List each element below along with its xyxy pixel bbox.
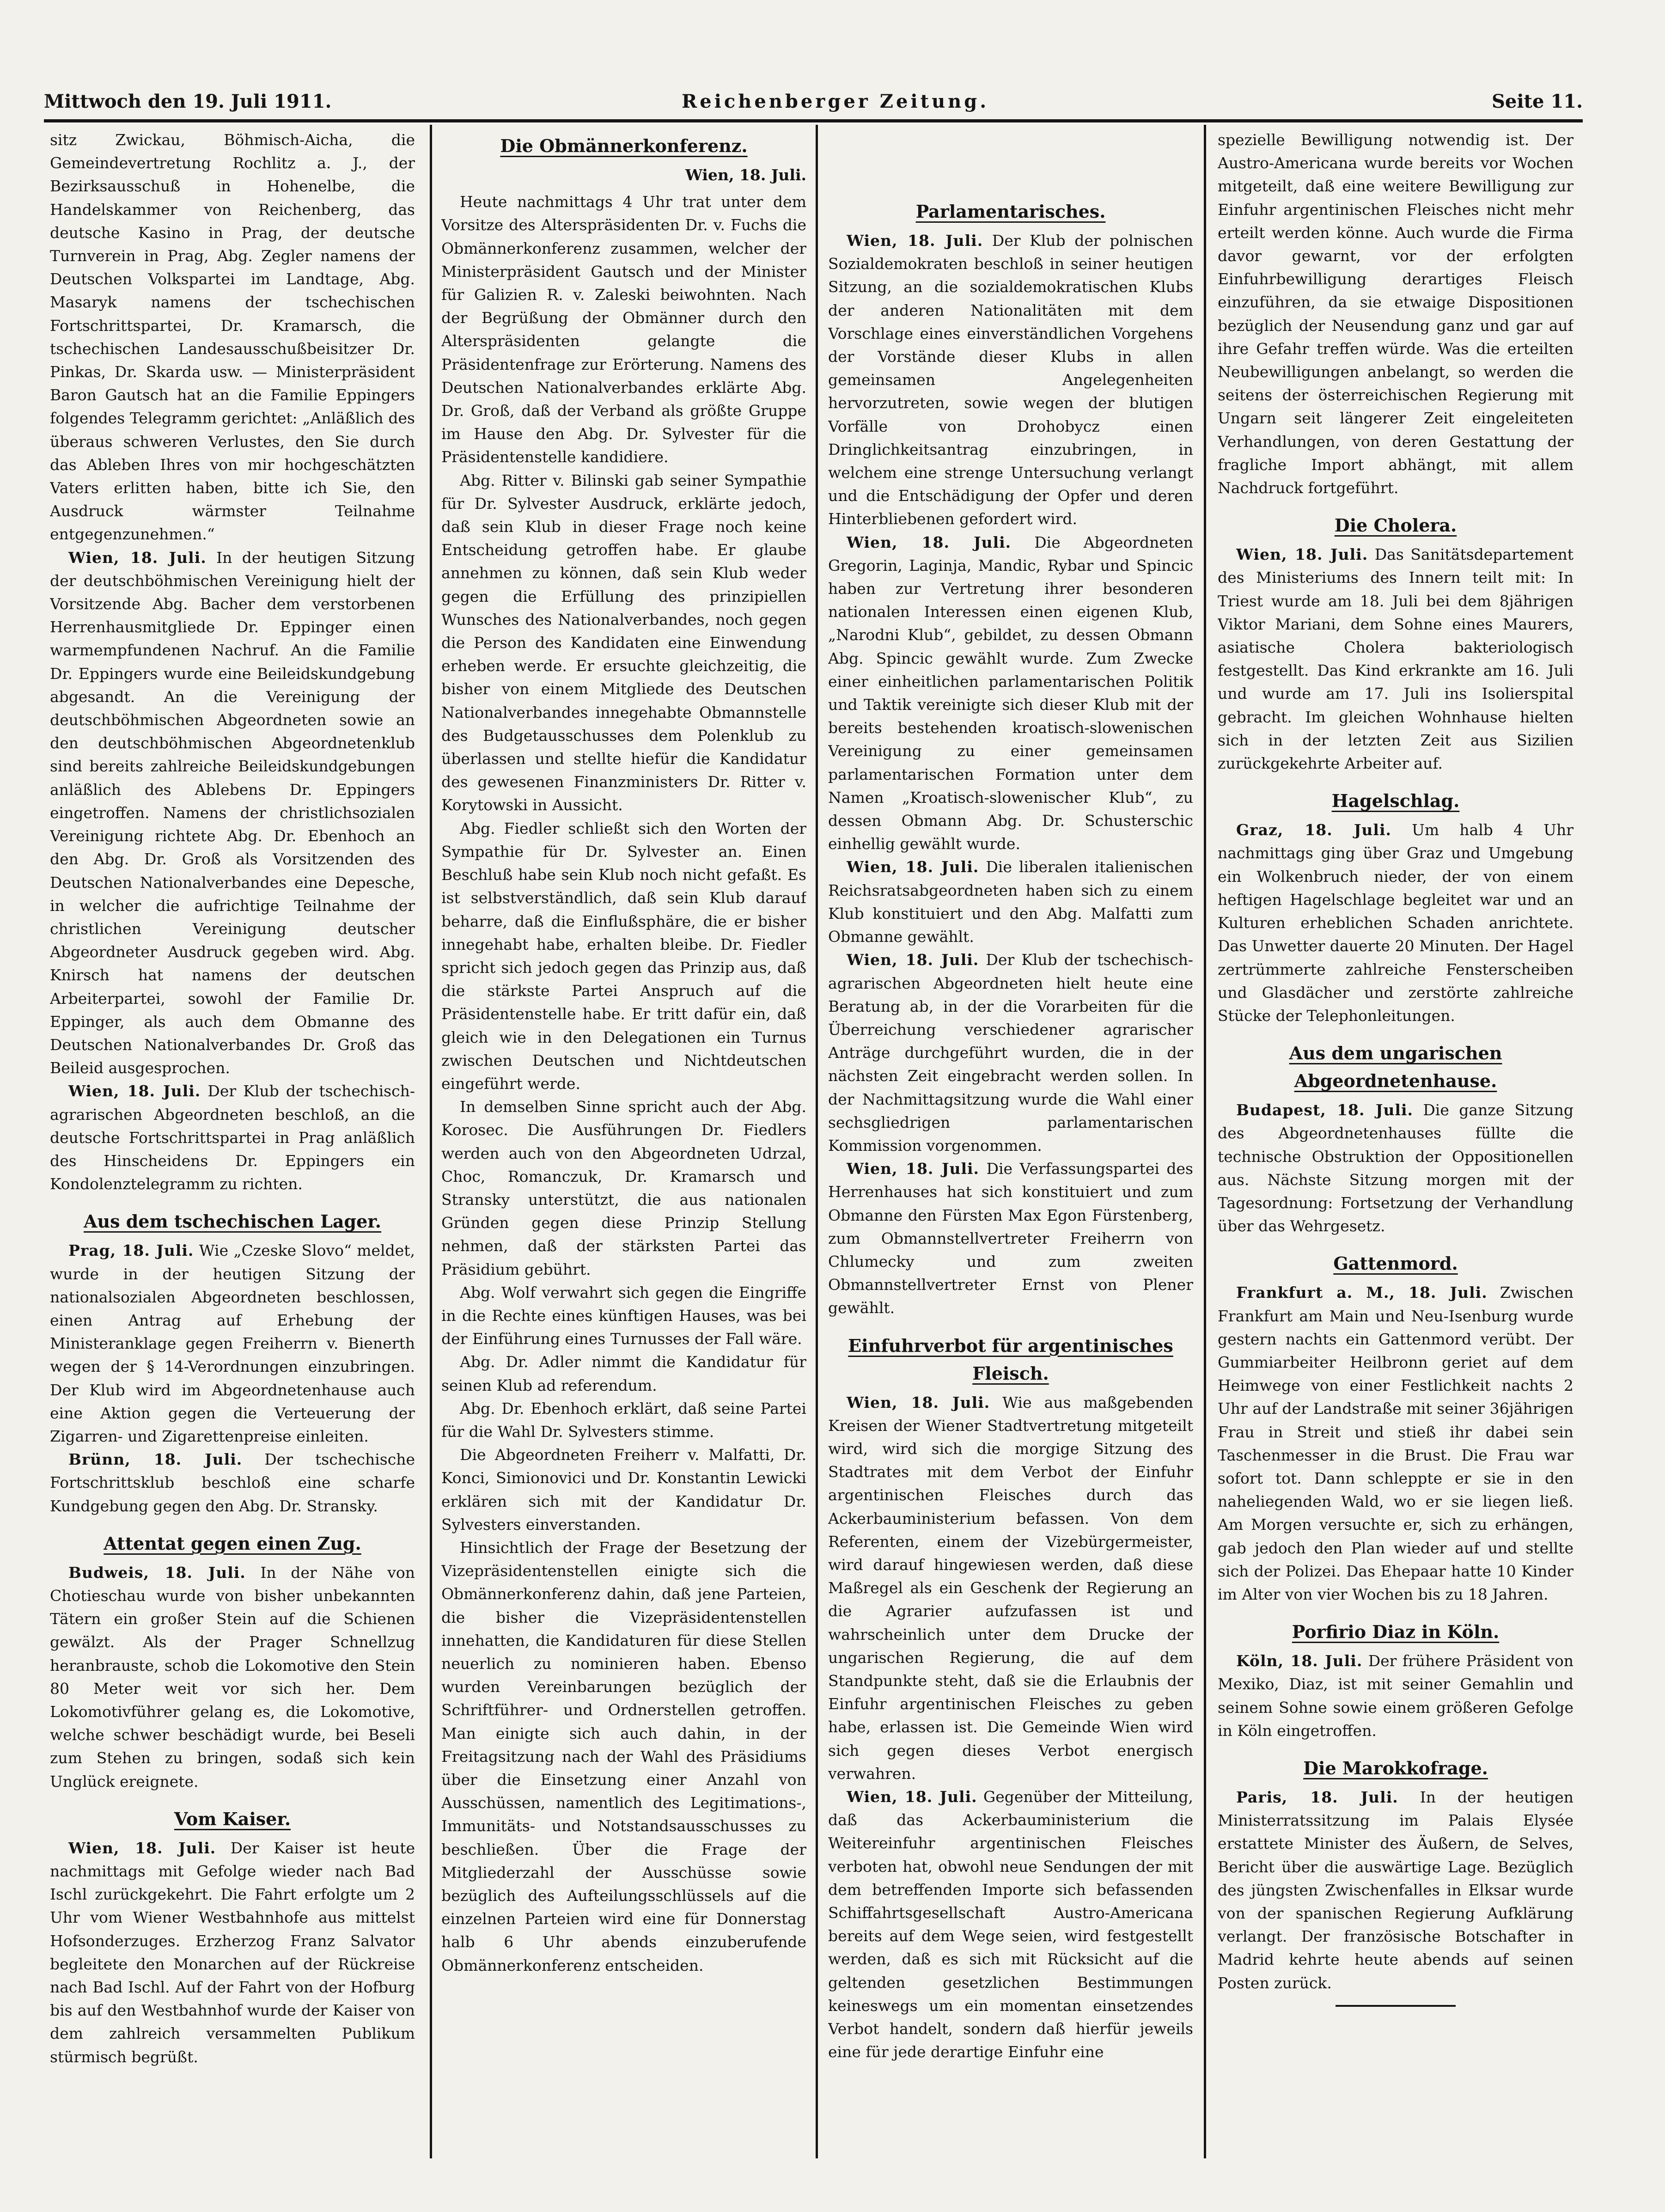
article-heading: Die Cholera. (1334, 515, 1457, 536)
article-heading: Hagelschlag. (1331, 790, 1460, 812)
article-paragraph: Wien, 18. Juli. Das Sanitätsdepartement des Ministeriums des Innern teilt mit: In Triest wurde am 18. Juli bei dem 8jährigen Viktor Mariani, dem Sohne eines Maurers, asiatische Cholera bakteriologisch festgestellt. Das Kind erkrankte am 16. Juli und wurde am 17. Juli ins Isolierspital gebracht. Im gleichen Wohnhause hielten sich in der letzten Zeit aus Sizilien zurückgekehrte Arbeiter auf. (1218, 545, 1574, 773)
article-paragraph: sitz Zwickau, Böhmisch-Aicha, die Gemeindevertretung Rochlitz a. J., der Bezirksausschuß in Hohenelbe, die Handelskammer von Reichenberg, das deutsche Kasino in Prag, der deutsche Turnverein in Prag, Abg. Zegler namens der Deutschen Volkspartei im Landtage, Abg. Masaryk namens der tschechischen Fortschrittspartei, Dr. Kramarsch, die tschechischen Landesausschußbeisitzer Dr. Pinkas, Dr. Skarda usw. — Ministerpräsident Baron Gautsch hat an die Familie Eppingers folgendes Telegramm gerichtet: „Anläßlich des überaus schweren Verlustes, den Sie durch das Ableben Ihres von mir hochgeschätzten Vaters erlitten haben, bitte ich Sie, den Ausdruck wärmster Teilnahme entgegenzunehmen.“ (50, 131, 415, 544)
article-paragraph: Frankfurt a. M., 18. Juli. Zwischen Frankfurt am Main und Neu-Isenburg wurde gestern nachts ein Gattenmord verübt. Der Gummiarbeiter Heilbronn geriet auf dem Heimwege von einer Festlichkeit nachts 2 Uhr auf der Landstraße mit seiner 36jährigen Frau in Streit und stieß ihr dabei sein Taschenmesser in die Brust. Die Frau war sofort tot. Dann schleppte er sie in den naheliegenden Wald, wo er sie liegen ließ. Am Morgen versuchte er, sich zu erhängen, gab jedoch den Plan wieder auf und stellte sich der Polizei. Das Ehepaar hatte 10 Kinder im Alter von vier Wochen bis zu 18 Jahren. (1218, 1283, 1574, 1603)
article-paragraph: Abg. Wolf verwahrt sich gegen die Eingriffe in die Rechte eines künftigen Hauses, was bei der Einführung eines Turnusses der Fall wäre. (441, 1283, 806, 1348)
article-paragraph: Abg. Fiedler schließt sich den Worten der Sympathie für Dr. Sylvester an. Einen Beschluß habe sein Klub noch nicht gefaßt. Es ist selbstverständlich, daß sein Klub darauf beharre, daß die Einflußsphäre, die er bisher innegehabt habe, erhalten bleibe. Dr. Fiedler spricht sich jedoch gegen das Prinzip aus, daß die stärkste Partei Anspruch auf die Präsidentenstelle habe. Er tritt dafür ein, daß gleich wie in den Delegationen ein Turnus zwischen Deutschen und Nichtdeutschen eingeführt werde. (441, 819, 806, 1093)
article-paragraph: Wien, 18. Juli. Der Klub der polnischen Sozialdemokraten beschloß in seiner heutigen Sitzung, an die sozialdemokratischen Klubs der anderen Nationalitäten mit dem Vorschlage eines einverständlichen Vorgehens der Vorstände dieser Klubs in allen gemeinsamen Angelegenheiten hervorzutreten, sowie wegen der blutigen Vorfälle von Drohobycz einen Dringlichkeitsantrag einzubringen, in welchem eine strenge Untersuchung verlangt und die Entschädigung der Opfer und deren Hinterbliebenen gefordert wird. (828, 232, 1193, 528)
article-paragraph: Budapest, 18. Juli. Die ganze Sitzung des Abgeordnetenhauses füllte die technische Obstruktion der Oppositionellen aus. Nächste Sitzung morgen mit der Tagesordnung: Fortsetzung der Verhandlung über das Wehrgesetz. (1218, 1101, 1574, 1235)
article-paragraph: Köln, 18. Juli. Der frühere Präsident von Mexiko, Diaz, ist mit seiner Gemahlin und seinem Sohne sowie einem größeren Gefolge in Köln eingetroffen. (1218, 1652, 1574, 1740)
article-paragraph: Wien, 18. Juli. Die Verfassungspartei des Herrenhauses hat sich konstituiert und zum Obmanne den Fürsten Max Egon Fürstenberg, zum Obmannstellvertreter Freiherrn von Chlumecky und zum zweiten Obmannstellvertreter Ernst von Plener gewählt. (828, 1160, 1193, 1317)
article-paragraph: Abg. Dr. Adler nimmt die Kandidatur für seinen Klub ad referendum. (441, 1353, 806, 1394)
end-rule (1336, 2005, 1456, 2007)
article-paragraph: Graz, 18. Juli. Um halb 4 Uhr nachmittags ging über Graz und Umgebung ein Wolkenbruch nieder, der von einem heftigen Hagelschlage begleitet war und an Kulturen erheblichen Schaden anrichtete. Das Unwetter dauerte 20 Minuten. Der Hagel zertrümmerte zahlreiche Fensterscheiben und Glasdächer und zerstörte zahlreiche Stücke der Telephonleitungen. (1218, 821, 1574, 1025)
article-heading: Aus dem tschechischen Lager. (83, 1211, 382, 1232)
article-heading: Die Obmännerkonferenz. (500, 135, 748, 156)
page-number: Seite 11. (1492, 91, 1583, 112)
article-heading: Die Marokkofrage. (1303, 1757, 1488, 1778)
article-paragraph: Abg. Dr. Ebenhoch erklärt, daß seine Partei für die Wahl Dr. Sylvesters stimme. (441, 1399, 806, 1441)
article-paragraph: Brünn, 18. Juli. Der tschechische Fortschrittsklub beschloß eine scharfe Kundgebung gegen den Abg. Dr. Stransky. (50, 1450, 415, 1515)
article-heading: Einfuhrverbot für argentinisches Fleisch. (848, 1335, 1173, 1384)
article-paragraph: Budweis, 18. Juli. In der Nähe von Chotieschau wurde von bisher unbekannten Tätern ein großer Stein auf die Schienen gewälzt. Als der Prager Schnellzug heranbrauste, schob die Lokomotive den Stein 80 Meter weit vor sich her. Dem Lokomotivführer gelang es, die Lokomotive, welche schwer beschädigt wurde, bei Beseli zum Stehen zu bringen, sodaß sich kein Unglück ereignete. (50, 1563, 415, 1790)
article-paragraph: Abg. Ritter v. Bilinski gab seiner Sympathie für Dr. Sylvester Ausdruck, erklärte jedoch, daß sein Klub in dieser Frage noch keine Entscheidung getroffen habe. Er glaube annehmen zu können, daß sein Klub weder gegen die Erfüllung des prinzipiellen Wunsches des Nationalverbandes, noch gegen die Person des Kandidaten eine Einwendung erheben werde. Er ersuchte gleichzeitig, die bisher von einem Mitgliede des Deutschen Nationalverbandes innegehabte Obmannstelle des Budgetausschusses dem Polenklub zu überlassen und stellte hiefür die Kandidatur des gewesenen Finanzministers Dr. Ritter v. Korytowski in Aussicht. (441, 471, 806, 814)
column-divider (1204, 125, 1206, 2158)
article-heading: Parlamentarisches. (915, 201, 1106, 222)
article-heading: Gattenmord. (1333, 1253, 1458, 1274)
article-heading: Aus dem ungarischen Abgeordnetenhause. (1289, 1043, 1502, 1092)
article-paragraph: In demselben Sinne spricht auch der Abg. Korosec. Die Ausführungen Dr. Fiedlers werden auch von den Abgeordneten Udrzal, Choc, Romanczuk, Dr. Kramarsch und Stransky unterstützt, die aus nationalen Gründen gegen diese Prinzip Stellung nehmen, daß der stärksten Partei das Präsidium gebührt. (441, 1098, 806, 1278)
article-paragraph: Hinsichtlich der Frage der Besetzung der Vizepräsidentenstellen einigte sich die Obmännerkonferenz dahin, daß jene Parteien, die bisher die Vizepräsidentenstellen innehatten, die Kandidaturen für diese Stellen neuerlich zu nominieren haben. Ebenso wurden Vereinbarungen bezüglich der Schriftführer- und Ordnerstellen getroffen. Man einigte sich auch dahin, in der Freitagsitzung nach der Wahl des Präsidiums über die Einsetzung einer Anzahl von Ausschüssen, namentlich des Legitimations-, Immunitäts- und Notstandsausschusses zu beschließen. Über die Frage der Mitgliederzahl der Ausschüsse sowie bezüglich des Aufteilungsschlüssels auf die einzelnen Parteien wird eine für Donnerstag halb 6 Uhr abends einzuberufende Obmännerkonferenz entscheiden. (441, 1538, 806, 1974)
article-paragraph: Wien, 18. Juli. Die Abgeordneten Gregorin, Laginja, Mandic, Rybar und Spincic haben zur Vertretung ihrer besonderen nationalen Interessen einen eigenen Klub, „Narodni Klub“, gebildet, zu dessen Obmann Abg. Spincic gewählt wurde. Zum Zwecke einer einheitlichen parlamentarischen Politik und Taktik vereinigte sich dieser Klub mit der bereits bestehenden kroatisch-slowenischen Vereinigung zu einer gemeinsamen parlamentarischen Formation unter dem Namen „Kroatisch-slowenischer Klub“, zu dessen Obmann Abg. Dr. Schusterschic einhellig gewählt wurde. (828, 533, 1193, 853)
column-2 (441, 128, 806, 2157)
column-4 (1218, 128, 1574, 2157)
header-rule (44, 119, 1583, 122)
column-divider (816, 125, 818, 2158)
column-divider (430, 125, 432, 2158)
article-paragraph: Wien, 18. Juli. Wie aus maßgebenden Kreisen der Wiener Stadtvertretung mitgeteilt wird, wird sich die morgige Sitzung des Stadtrates mit dem Verbot der Einfuhr argentinischen Fleisches durch das Ackerbauministerium befassen. Von dem Referenten, einem der Vizebürgermeister, wird darauf hingewiesen werden, daß diese Maßregel als ein Geschenk der Regierung an die Agrarier aufzufassen ist und wahrscheinlich unter dem Drucke der ungarischen Regierung, die auf dem Standpunkte steht, daß sie die Erlaubnis der Einfuhr argentinischen Fleisches zu geben habe, erlassen ist. Die Gemeinde Wien wird sich gegen dieses Verbot energisch verwahren. (828, 1393, 1193, 1783)
article-paragraph: Wien, 18. Juli. In der heutigen Sitzung der deutschböhmischen Vereinigung hielt der Vorsitzende Abg. Bacher dem verstorbenen Herrenhausmitgliede Dr. Eppinger einen warmempfundenen Nachruf. An die Familie Dr. Eppingers wurde eine Beileidskundgebung abgesandt. An die Vereinigung der deutschböhmischen Abgeordneten sowie an den deutschböhmischen Abgeordnetenklub sind bereits zahlreiche Beileidskundgebungen anläßlich des Ablebens Dr. Eppingers eingetroffen. Namens der christlichsozialen Vereinigung richtete Abg. Dr. Ebenhoch an den Abg. Dr. Groß als Vorsitzenden des Deutschen Nationalverbandes eine Depesche, in welcher die aufrichtige Teilnahme der christlichen Vereinigung deutscher Abgeordneter Ausdruck gegeben wird. Abg. Knirsch hat namens der deutschen Arbeiterpartei, sowohl der Familie Dr. Eppinger, als auch dem Obmanne des Deutschen Nationalverbandes Dr. Groß das Beileid ausgesprochen. (50, 548, 415, 1077)
article-paragraph: Wien, 18. Juli. Gegenüber der Mitteilung, daß das Ackerbauministerium die Weitereinfuhr argentinischen Fleisches verboten hat, obwohl neue Sendungen der mit dem betreffenden Importe sich befassenden Schiffahrtsgesellschaft Austro-Americana bereits auf dem Wege seien, wird festgestellt werden, daß es sich mit Rücksicht auf die geltenden gesetzlichen Bestimmungen keineswegs um ein momentan einsetzendes Verbot handelt, sondern daß hierfür jeweils eine für jede derartige Einfuhr eine (828, 1788, 1193, 2061)
article-heading: Vom Kaiser. (174, 1808, 291, 1829)
newspaper-title: Reichenberger Zeitung. (682, 91, 989, 112)
article-paragraph: Prag, 18. Juli. Wie „Czeske Slovo“ meldet, wurde in der heutigen Sitzung der nationalsozialen Abgeordneten beschlossen, einen Antrag auf Erhebung der Ministeranklage gegen Freiherrn v. Bienerth wegen der § 14-Verordnungen einzubringen. Der Klub wird im Abgeordnetenhause auch eine Aktion gegen die Verteuerung der Zigarren- und Zigarettenpreise einleiten. (50, 1241, 415, 1445)
article-dateline: Wien, 18. Juli. (685, 166, 806, 184)
article-paragraph: Wien, 18. Juli. Der Klub der tschechisch-agrarischen Abgeordneten beschloß, an die deutsche Fortschrittspartei in Prag anläßlich des Hinscheidens Dr. Eppingers ein Kondolenztelegramm zu richten. (50, 1082, 415, 1193)
column-3 (828, 128, 1193, 2157)
page-header (44, 82, 1583, 120)
article-paragraph: spezielle Bewilligung notwendig ist. Der Austro-Americana wurde bereits vor Wochen mitgeteilt, daß eine weitere Bewilligung zur Einfuhr argentinischen Fleisches nicht mehr erteilt werden könne. Auch wurde die Firma davor gewarnt, vor der erfolgten Einfuhrbewilligung derartiges Fleisch einzuführen, da sie etwaige Dispositionen bezüglich der Neusendung ganz und gar auf ihre Gefahr treffen würde. Was die erteilten Neubewilligungen anbelangt, so werden die seitens der österreichischen Regierung mit Ungarn seit längerer Zeit eingeleiteten Verhandlungen, von deren Gestattung der fragliche Import abhängt, mit allem Nachdruck fortgeführt. (1218, 131, 1574, 497)
article-paragraph: Wien, 18. Juli. Die liberalen italienischen Reichsratsabgeordneten haben sich zu einem Klub konstituiert und den Abg. Malfatti zum Obmanne gewählt. (828, 858, 1193, 946)
article-heading: Attentat gegen einen Zug. (104, 1533, 361, 1554)
article-paragraph: Heute nachmittags 4 Uhr trat unter dem Vorsitze des Alterspräsidenten Dr. v. Fuchs die Obmännerkonferenz zusammen, welcher der Ministerpräsident Gautsch und der Minister für Galizien R. v. Zaleski beiwohnten. Nach der Begrüßung der Obmänner durch den Alterspräsidenten gelangte die Präsidentenfrage zur Erörterung. Namens des Deutschen Nationalverbandes erklärte Abg. Dr. Groß, daß der Verband als größte Gruppe im Hause den Abg. Dr. Sylvester für die Präsidentenstelle kandidiere. (441, 193, 806, 466)
issue-date: Mittwoch den 19. Juli 1911. (44, 91, 332, 112)
article-paragraph: Die Abgeordneten Freiherr v. Malfatti, Dr. Konci, Simionovici und Dr. Konstantin Lewicki erklären sich mit der Kandidatur Dr. Sylvesters einverstanden. (441, 1446, 806, 1534)
column-1 (50, 128, 415, 2157)
article-paragraph: Wien, 18. Juli. Der Kaiser ist heute nachmittags mit Gefolge wieder nach Bad Ischl zurückgekehrt. Die Fahrt erfolgte um 2 Uhr vom Wiener Westbahnhofe aus mittelst Hofsonderzuges. Erzherzog Franz Salvator begleitete den Monarchen auf der Rückreise nach Bad Ischl. Auf der Fahrt von der Hofburg bis auf den Westbahnhof wurde der Kaiser von dem zahlreich versammelten Publikum stürmisch begrüßt. (50, 1839, 415, 2066)
article-paragraph: Wien, 18. Juli. Der Klub der tschechisch-agrarischen Abgeordneten hielt heute eine Beratung ab, in der die Vorarbeiten für die Überreichung verschiedener agrarischer Anträge durchgeführt wurden, die in der nächsten Zeit eingebracht werden sollen. In der Nachmittagsitzung wurde die Wahl einer sechsgliedrigen parlamentarischen Kommission vorgenommen. (828, 951, 1193, 1155)
article-heading: Porfirio Diaz in Köln. (1292, 1621, 1500, 1643)
article-paragraph: Paris, 18. Juli. In der heutigen Ministerratssitzung im Palais Elysée erstattete Minister des Äußern, de Selves, Bericht über die auswärtige Lage. Bezüglich des jüngsten Zwischenfalles in Elksar wurde von der spanischen Regierung Aufklärung verlangt. Der französische Botschafter in Madrid kehrte heute abends auf seinen Posten zurück. (1218, 1788, 1574, 1992)
